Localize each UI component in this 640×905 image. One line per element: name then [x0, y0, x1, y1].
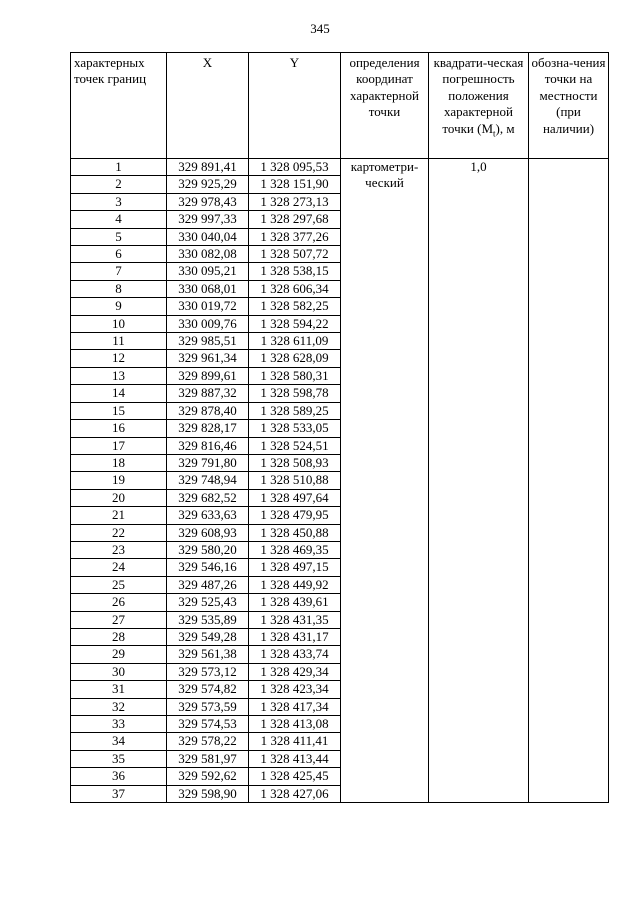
point-number-cell: 16: [71, 420, 167, 437]
point-number-cell: 10: [71, 315, 167, 332]
y-coordinate-cell: 1 328 611,09: [249, 333, 341, 350]
y-coordinate-cell: 1 328 450,88: [249, 524, 341, 541]
header-error: [429, 53, 529, 159]
x-coordinate-cell: 329 791,80: [167, 454, 249, 471]
x-coordinate-cell: 329 574,82: [167, 681, 249, 698]
point-number-cell: 29: [71, 646, 167, 663]
x-coordinate-cell: 329 608,93: [167, 524, 249, 541]
header-y: Y: [249, 53, 341, 159]
x-coordinate-cell: 329 633,63: [167, 507, 249, 524]
point-number-cell: 13: [71, 367, 167, 384]
x-coordinate-cell: 329 535,89: [167, 611, 249, 628]
x-coordinate-cell: 330 019,72: [167, 298, 249, 315]
point-number-cell: 18: [71, 454, 167, 471]
point-number-cell: 15: [71, 402, 167, 419]
page-number: 345: [310, 21, 330, 36]
point-number-cell: 33: [71, 716, 167, 733]
x-coordinate-cell: 329 925,29: [167, 176, 249, 193]
x-coordinate-cell: 329 561,38: [167, 646, 249, 663]
y-coordinate-cell: 1 328 449,92: [249, 576, 341, 593]
point-number-cell: 8: [71, 280, 167, 297]
y-coordinate-cell: 1 328 425,45: [249, 768, 341, 785]
error-cell: 1,0: [429, 159, 529, 803]
x-coordinate-cell: 329 578,22: [167, 733, 249, 750]
header-method: определения координат характерной точки: [341, 53, 429, 159]
point-number-cell: 25: [71, 576, 167, 593]
header-point-number: характерных точек границ: [71, 53, 167, 159]
x-coordinate-cell: 329 828,17: [167, 420, 249, 437]
x-coordinate-cell: 329 978,43: [167, 193, 249, 210]
x-coordinate-cell: 329 985,51: [167, 333, 249, 350]
point-number-cell: 24: [71, 559, 167, 576]
y-coordinate-cell: 1 328 479,95: [249, 507, 341, 524]
x-coordinate-cell: 329 573,12: [167, 663, 249, 680]
point-number-cell: 20: [71, 489, 167, 506]
x-coordinate-cell: 329 816,46: [167, 437, 249, 454]
y-coordinate-cell: 1 328 413,08: [249, 716, 341, 733]
y-coordinate-cell: 1 328 297,68: [249, 211, 341, 228]
header-marking: обозна-чения точки на местности (при наличии): [529, 53, 609, 159]
y-coordinate-cell: 1 328 413,44: [249, 750, 341, 767]
point-number-cell: 34: [71, 733, 167, 750]
x-coordinate-cell: 329 525,43: [167, 594, 249, 611]
x-coordinate-cell: 330 082,08: [167, 246, 249, 263]
y-coordinate-cell: 1 328 598,78: [249, 385, 341, 402]
y-coordinate-cell: 1 328 429,34: [249, 663, 341, 680]
y-coordinate-cell: 1 328 533,05: [249, 420, 341, 437]
y-coordinate-cell: 1 328 431,17: [249, 628, 341, 645]
y-coordinate-cell: 1 328 589,25: [249, 402, 341, 419]
y-coordinate-cell: 1 328 151,90: [249, 176, 341, 193]
x-coordinate-cell: 329 887,32: [167, 385, 249, 402]
point-number-cell: 7: [71, 263, 167, 280]
x-coordinate-cell: 329 682,52: [167, 489, 249, 506]
point-number-cell: 4: [71, 211, 167, 228]
y-coordinate-cell: 1 328 273,13: [249, 193, 341, 210]
x-coordinate-cell: 330 009,76: [167, 315, 249, 332]
y-coordinate-cell: 1 328 580,31: [249, 367, 341, 384]
x-coordinate-cell: 329 961,34: [167, 350, 249, 367]
point-number-cell: 14: [71, 385, 167, 402]
y-coordinate-cell: 1 328 417,34: [249, 698, 341, 715]
header-error-sub: t: [493, 128, 496, 139]
point-number-cell: 23: [71, 541, 167, 558]
x-coordinate-cell: 329 899,61: [167, 367, 249, 384]
header-error-tail: ), м: [495, 120, 515, 136]
y-coordinate-cell: 1 328 469,35: [249, 541, 341, 558]
table-header-row: [71, 53, 609, 159]
x-coordinate-cell: 330 068,01: [167, 280, 249, 297]
x-coordinate-cell: 329 997,33: [167, 211, 249, 228]
x-coordinate-cell: 329 748,94: [167, 472, 249, 489]
y-coordinate-cell: 1 328 497,64: [249, 489, 341, 506]
y-coordinate-cell: 1 328 433,74: [249, 646, 341, 663]
y-coordinate-cell: 1 328 508,93: [249, 454, 341, 471]
y-coordinate-cell: 1 328 628,09: [249, 350, 341, 367]
point-number-cell: 27: [71, 611, 167, 628]
x-coordinate-cell: 329 878,40: [167, 402, 249, 419]
y-coordinate-cell: 1 328 606,34: [249, 280, 341, 297]
x-coordinate-cell: 330 040,04: [167, 228, 249, 245]
header-x: X: [167, 53, 249, 159]
x-coordinate-cell: 329 592,62: [167, 768, 249, 785]
y-coordinate-cell: 1 328 411,41: [249, 733, 341, 750]
point-number-cell: 12: [71, 350, 167, 367]
point-number-cell: 35: [71, 750, 167, 767]
y-coordinate-cell: 1 328 510,88: [249, 472, 341, 489]
x-coordinate-cell: 329 573,59: [167, 698, 249, 715]
point-number-cell: 6: [71, 246, 167, 263]
x-coordinate-cell: 329 487,26: [167, 576, 249, 593]
marking-cell: [529, 159, 609, 803]
point-number-cell: 26: [71, 594, 167, 611]
point-number-cell: 37: [71, 785, 167, 802]
y-coordinate-cell: 1 328 095,53: [249, 159, 341, 176]
point-number-cell: 36: [71, 768, 167, 785]
point-number-cell: 21: [71, 507, 167, 524]
point-number-cell: 11: [71, 333, 167, 350]
point-number-cell: 2: [71, 176, 167, 193]
y-coordinate-cell: 1 328 594,22: [249, 315, 341, 332]
header-error-main: квадрати-ческая погрешность положения характерной точки (M: [433, 55, 524, 136]
point-number-cell: 19: [71, 472, 167, 489]
point-number-cell: 9: [71, 298, 167, 315]
y-coordinate-cell: 1 328 497,15: [249, 559, 341, 576]
point-number-cell: 30: [71, 663, 167, 680]
point-number-cell: 17: [71, 437, 167, 454]
y-coordinate-cell: 1 328 439,61: [249, 594, 341, 611]
x-coordinate-cell: 329 574,53: [167, 716, 249, 733]
x-coordinate-cell: 330 095,21: [167, 263, 249, 280]
y-coordinate-cell: 1 328 524,51: [249, 437, 341, 454]
method-cell: картометри-ческий: [341, 159, 429, 803]
point-number-cell: 1: [71, 159, 167, 176]
point-number-cell: 22: [71, 524, 167, 541]
y-coordinate-cell: 1 328 377,26: [249, 228, 341, 245]
point-number-cell: 32: [71, 698, 167, 715]
coordinates-table: [70, 52, 609, 803]
y-coordinate-cell: 1 328 507,72: [249, 246, 341, 263]
y-coordinate-cell: 1 328 582,25: [249, 298, 341, 315]
table-row: [71, 159, 609, 176]
point-number-cell: 5: [71, 228, 167, 245]
point-number-cell: 28: [71, 628, 167, 645]
x-coordinate-cell: 329 891,41: [167, 159, 249, 176]
y-coordinate-cell: 1 328 423,34: [249, 681, 341, 698]
x-coordinate-cell: 329 580,20: [167, 541, 249, 558]
x-coordinate-cell: 329 549,28: [167, 628, 249, 645]
x-coordinate-cell: 329 581,97: [167, 750, 249, 767]
y-coordinate-cell: 1 328 427,06: [249, 785, 341, 802]
y-coordinate-cell: 1 328 431,35: [249, 611, 341, 628]
x-coordinate-cell: 329 598,90: [167, 785, 249, 802]
y-coordinate-cell: 1 328 538,15: [249, 263, 341, 280]
point-number-cell: 31: [71, 681, 167, 698]
point-number-cell: 3: [71, 193, 167, 210]
table-body: [71, 159, 609, 803]
x-coordinate-cell: 329 546,16: [167, 559, 249, 576]
